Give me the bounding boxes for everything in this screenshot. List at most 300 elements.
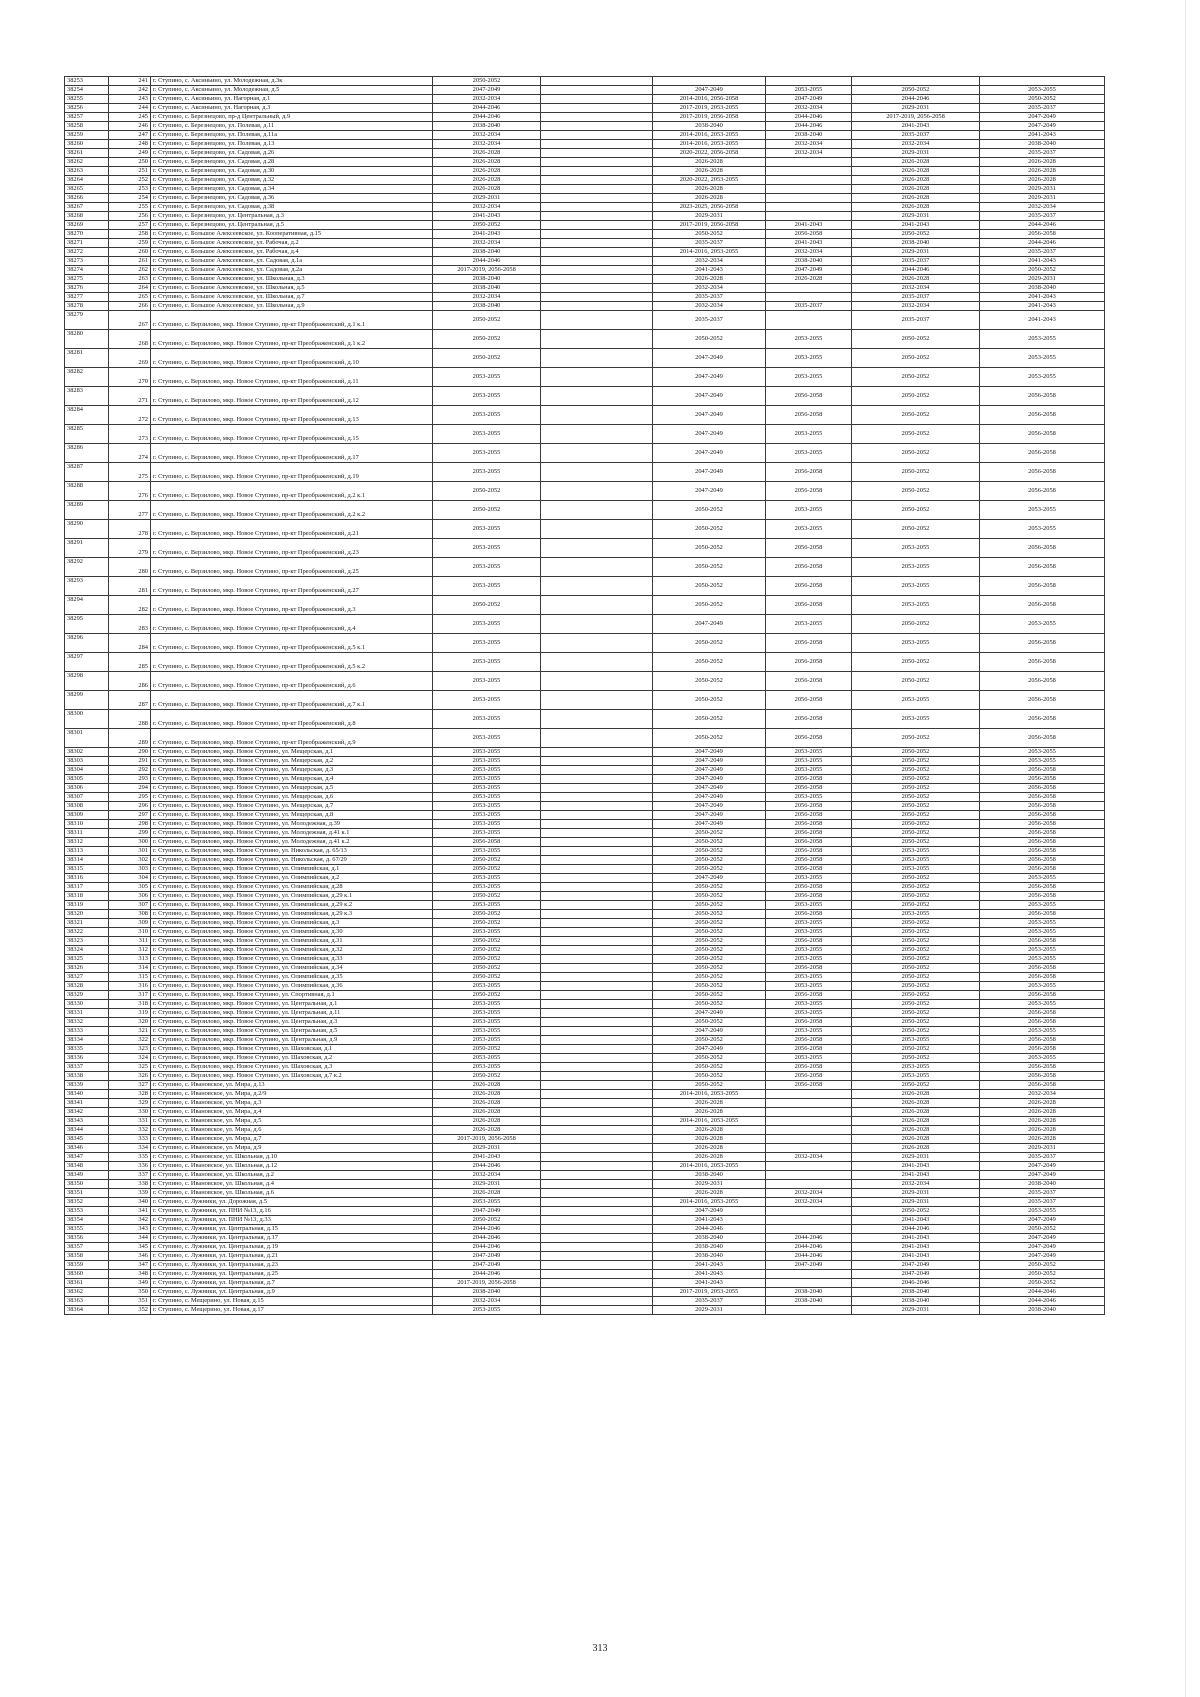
period-cell-6: 2044-2046 [980,239,1105,248]
period-cell-4: 2026-2028 [766,275,852,284]
period-cell-2 [541,1207,653,1216]
period-cell-3 [653,77,766,86]
row-id-cell: 38335 [65,1045,109,1054]
address-cell: г. Ступино, с. Верзилово, мкр. Новое Ступино, пр-кт Преображенский, д.3 [151,596,433,615]
row-id-cell: 38272 [65,248,109,257]
address-cell: г. Ступино, с. Большое Алексеевское, ул. Садовая, д.2а [151,266,433,275]
row-id-cell: 38351 [65,1189,109,1198]
period-cell-4: 2038-2040 [766,131,852,140]
period-cell-2 [541,349,653,368]
address-cell: г. Ступино, с. Лужники, ул. Центральная, д.17 [151,1234,433,1243]
row-number-cell: 276 [109,482,151,501]
period-cell-6: 2053-2055 [980,982,1105,991]
address-cell: г. Ступино, с. Большое Алексеевское, ул. Рабочая, д.2 [151,239,433,248]
row-number-cell: 352 [109,1306,151,1315]
table-row [65,865,1105,874]
period-cell-3: 2032-2034 [653,302,766,311]
row-number-cell: 289 [109,729,151,748]
period-cell-6: 2047-2049 [980,113,1105,122]
period-cell-5: 2050-2052 [852,1045,980,1054]
period-cell-2 [541,892,653,901]
period-cell-1: 2044-2046 [433,1243,541,1252]
period-cell-3: 2029-2031 [653,1180,766,1189]
period-cell-6: 2053-2055 [980,1027,1105,1036]
address-cell: г. Ступино, с. Верзилово, мкр. Новое Ступино, пр-кт Преображенский, д.12 [151,387,433,406]
period-cell-1: 2044-2046 [433,1270,541,1279]
period-cell-3: 2026-2028 [653,1189,766,1198]
address-cell: г. Ступино, с. Верзилово, мкр. Новое Ступино, ул. Олимпийская, д.34 [151,964,433,973]
period-cell-2 [541,122,653,131]
address-cell: г. Ступино, с. Лужники, ул. ПНИ №13, д.16 [151,1207,433,1216]
row-id-cell: 38316 [65,874,109,883]
period-cell-5: 2050-2052 [852,672,980,691]
period-cell-1: 2053-2055 [433,558,541,577]
row-id-cell: 38298 [65,672,109,691]
period-cell-5: 2050-2052 [852,991,980,1000]
period-cell-2 [541,131,653,140]
period-cell-5: 2050-2052 [852,964,980,973]
address-cell: г. Ступино, с. Верзилово, мкр. Новое Ступино, пр-кт Преображенский, д.25 [151,558,433,577]
period-cell-5: 2050-2052 [852,406,980,425]
period-cell-6: 2056-2058 [980,539,1105,558]
row-number-cell: 327 [109,1081,151,1090]
row-id-cell: 38273 [65,257,109,266]
row-id-cell: 38362 [65,1288,109,1297]
period-cell-3: 2047-2049 [653,775,766,784]
period-cell-1: 2050-2052 [433,1045,541,1054]
row-number-cell: 286 [109,672,151,691]
row-number-cell: 307 [109,901,151,910]
row-number-cell: 305 [109,883,151,892]
period-cell-4 [766,1108,852,1117]
period-cell-4 [766,212,852,221]
period-cell-5: 2035-2037 [852,293,980,302]
period-cell-2 [541,691,653,710]
address-cell: г. Ступино, с. Верзилово, мкр. Новое Ступино, ул. Мещерская, д.2 [151,757,433,766]
period-cell-4: 2053-2055 [766,501,852,520]
period-cell-3: 2050-2052 [653,865,766,874]
period-cell-4: 2032-2034 [766,1153,852,1162]
table-row [65,1144,1105,1153]
table-row [65,1225,1105,1234]
period-cell-3: 2020-2022, 2053-2055 [653,176,766,185]
period-cell-3: 2035-2037 [653,293,766,302]
address-cell: г. Ступино, с. Лужники, ул. Центральная, д.7 [151,1279,433,1288]
row-number-cell: 322 [109,1036,151,1045]
table-row [65,444,1105,463]
period-cell-4: 2056-2058 [766,482,852,501]
row-id-cell: 38334 [65,1036,109,1045]
period-cell-4: 2056-2058 [766,406,852,425]
period-cell-2 [541,501,653,520]
period-cell-1: 2032-2034 [433,140,541,149]
period-cell-3: 2050-2052 [653,982,766,991]
address-cell: г. Ступино, с. Ивановское, ул. Мира, д.7 [151,1135,433,1144]
period-cell-4: 2032-2034 [766,104,852,113]
row-number-cell: 252 [109,176,151,185]
period-cell-1: 2041-2043 [433,230,541,239]
row-id-cell: 38352 [65,1198,109,1207]
period-cell-6: 2026-2028 [980,1126,1105,1135]
table-row [65,1297,1105,1306]
period-cell-3: 2041-2043 [653,1216,766,1225]
period-cell-3: 2050-2052 [653,838,766,847]
period-cell-1: 2044-2046 [433,1162,541,1171]
period-cell-1: 2053-2055 [433,802,541,811]
period-cell-2 [541,1216,653,1225]
row-id-cell: 38312 [65,838,109,847]
address-cell: г. Ступино, с. Аксиньино, ул. Нагорная, д.3 [151,104,433,113]
address-cell: г. Ступино, с. Березнецово, ул. Полевая, д.13 [151,140,433,149]
row-number-cell: 326 [109,1072,151,1081]
period-cell-2 [541,901,653,910]
period-cell-4: 2056-2058 [766,1063,852,1072]
table-row [65,982,1105,991]
period-cell-1: 2053-2055 [433,691,541,710]
period-cell-6: 2056-2058 [980,1081,1105,1090]
period-cell-3: 2050-2052 [653,558,766,577]
period-cell-2 [541,1045,653,1054]
address-cell: г. Ступино, с. Березнецово, ул. Садовая, д.38 [151,203,433,212]
row-number-cell: 264 [109,284,151,293]
period-cell-2 [541,634,653,653]
period-cell-5: 2041-2043 [852,1171,980,1180]
table-row [65,991,1105,1000]
address-cell: г. Ступино, с. Верзилово, мкр. Новое Ступино, ул. Олимпийская, д.28 [151,883,433,892]
period-cell-6: 2056-2058 [980,710,1105,729]
period-cell-3: 2020-2022, 2056-2058 [653,149,766,158]
period-cell-6: 2056-2058 [980,811,1105,820]
period-cell-2 [541,928,653,937]
period-cell-6: 2056-2058 [980,444,1105,463]
address-cell: г. Ступино, с. Верзилово, мкр. Новое Ступино, ул. Мещерская, д.5 [151,784,433,793]
row-number-cell: 351 [109,1297,151,1306]
row-number-cell: 333 [109,1135,151,1144]
period-cell-6: 2056-2058 [980,766,1105,775]
row-number-cell: 321 [109,1027,151,1036]
period-cell-1: 2038-2040 [433,122,541,131]
row-id-cell: 38288 [65,482,109,501]
period-cell-4 [766,1279,852,1288]
row-number-cell: 265 [109,293,151,302]
period-cell-2 [541,113,653,122]
period-cell-4: 2044-2046 [766,1243,852,1252]
address-cell: г. Ступино, с. Большое Алексеевское, ул. Школьная, д.9 [151,302,433,311]
period-cell-1: 2050-2052 [433,856,541,865]
period-cell-1: 2053-2055 [433,1063,541,1072]
period-cell-6: 2056-2058 [980,802,1105,811]
period-cell-1: 2053-2055 [433,775,541,784]
period-cell-6: 2038-2040 [980,284,1105,293]
table-row [65,387,1105,406]
row-number-cell: 346 [109,1252,151,1261]
period-cell-1: 2044-2046 [433,1225,541,1234]
row-number-cell: 337 [109,1171,151,1180]
row-id-cell: 38328 [65,982,109,991]
period-cell-2 [541,964,653,973]
period-cell-1: 2050-2052 [433,973,541,982]
period-cell-6: 2053-2055 [980,368,1105,387]
period-cell-6: 2056-2058 [980,1009,1105,1018]
period-cell-6: 2053-2055 [980,919,1105,928]
period-cell-2 [541,1126,653,1135]
period-cell-6: 2053-2055 [980,928,1105,937]
row-number-cell: 299 [109,829,151,838]
period-cell-4: 2047-2049 [766,266,852,275]
period-cell-6: 2056-2058 [980,653,1105,672]
address-cell: г. Ступино, с. Верзилово, мкр. Новое Ступино, ул. Шаховская, д.7 к.2 [151,1072,433,1081]
table-row [65,775,1105,784]
period-cell-3: 2017-2019, 2056-2058 [653,113,766,122]
table-row [65,194,1105,203]
period-cell-2 [541,1279,653,1288]
period-cell-4: 2032-2034 [766,1189,852,1198]
period-cell-6: 2053-2055 [980,86,1105,95]
period-cell-5: 2050-2052 [852,766,980,775]
period-cell-3: 2050-2052 [653,634,766,653]
period-cell-5: 2050-2052 [852,748,980,757]
period-cell-6: 2047-2049 [980,122,1105,131]
period-cell-5: 2050-2052 [852,86,980,95]
table-row [65,176,1105,185]
address-cell: г. Ступино, с. Лужники, ул. Центральная, д.15 [151,1225,433,1234]
period-cell-3: 2050-2052 [653,973,766,982]
period-cell-2 [541,425,653,444]
table-row [65,122,1105,131]
period-cell-5: 2050-2052 [852,937,980,946]
row-id-cell: 38296 [65,634,109,653]
table-row [65,729,1105,748]
row-number-cell: 259 [109,239,151,248]
period-cell-4: 2056-2058 [766,883,852,892]
table-row [65,230,1105,239]
period-cell-4: 2056-2058 [766,691,852,710]
period-cell-1: 2029-2031 [433,1180,541,1189]
period-cell-3: 2050-2052 [653,596,766,615]
period-cell-2 [541,1072,653,1081]
row-id-cell: 38333 [65,1027,109,1036]
row-id-cell: 38255 [65,95,109,104]
period-cell-5: 2050-2052 [852,1009,980,1018]
period-cell-1: 2032-2034 [433,1297,541,1306]
row-number-cell: 294 [109,784,151,793]
row-number-cell: 349 [109,1279,151,1288]
period-cell-5: 2050-2052 [852,729,980,748]
period-cell-3: 2047-2049 [653,793,766,802]
address-cell: г. Ступино, с. Верзилово, мкр. Новое Ступино, ул. Олимпийская, д.29 к.2 [151,901,433,910]
period-cell-6: 2053-2055 [980,748,1105,757]
period-cell-4: 2044-2046 [766,1234,852,1243]
address-cell: г. Ступино, с. Лужники, ул. Центральная, д.23 [151,1261,433,1270]
period-cell-5: 2050-2052 [852,1018,980,1027]
period-cell-5: 2038-2040 [852,1288,980,1297]
period-cell-6: 2026-2028 [980,176,1105,185]
row-number-cell: 249 [109,149,151,158]
period-cell-1: 2026-2028 [433,149,541,158]
table-row [65,1234,1105,1243]
row-number-cell: 332 [109,1126,151,1135]
table-row [65,793,1105,802]
period-cell-1: 2050-2052 [433,964,541,973]
row-id-cell: 38308 [65,802,109,811]
period-cell-1: 2032-2034 [433,131,541,140]
row-id-cell: 38276 [65,284,109,293]
address-cell: г. Ступино, с. Большое Алексеевское, ул. Школьная, д.3 [151,275,433,284]
period-cell-4: 2053-2055 [766,330,852,349]
period-cell-1: 2053-2055 [433,1027,541,1036]
period-cell-1: 2053-2055 [433,444,541,463]
row-id-cell: 38327 [65,973,109,982]
register-table [64,76,1105,1315]
period-cell-5: 2050-2052 [852,802,980,811]
period-cell-2 [541,1027,653,1036]
period-cell-5: 2050-2052 [852,820,980,829]
row-id-cell: 38261 [65,149,109,158]
row-number-cell: 271 [109,387,151,406]
period-cell-3: 2050-2052 [653,230,766,239]
period-cell-2 [541,230,653,239]
period-cell-6: 2056-2058 [980,1045,1105,1054]
period-cell-6: 2050-2052 [980,95,1105,104]
period-cell-2 [541,1153,653,1162]
row-id-cell: 38346 [65,1144,109,1153]
row-number-cell: 292 [109,766,151,775]
period-cell-3: 2014-2016, 2053-2055 [653,131,766,140]
period-cell-6: 2056-2058 [980,729,1105,748]
row-id-cell: 38358 [65,1252,109,1261]
table-row [65,266,1105,275]
period-cell-6: 2041-2043 [980,131,1105,140]
period-cell-6: 2029-2031 [980,194,1105,203]
address-cell: г. Ступино, с. Верзилово, мкр. Новое Ступино, ул. Молодежная, д.41 к.2 [151,838,433,847]
period-cell-2 [541,482,653,501]
period-cell-6: 2035-2037 [980,149,1105,158]
row-number-cell: 342 [109,1216,151,1225]
period-cell-3: 2026-2028 [653,1144,766,1153]
row-number-cell: 288 [109,710,151,729]
period-cell-2 [541,158,653,167]
address-cell: г. Ступино, с. Большое Алексеевское, ул. Рабочая, д.4 [151,248,433,257]
address-cell: г. Ступино, с. Верзилово, мкр. Новое Ступино, ул. Мещерская, д.7 [151,802,433,811]
row-id-cell: 38311 [65,829,109,838]
row-id-cell: 38345 [65,1135,109,1144]
table-row [65,558,1105,577]
period-cell-4: 2056-2058 [766,784,852,793]
period-cell-5: 2053-2055 [852,596,980,615]
table-row [65,501,1105,520]
row-id-cell: 38314 [65,856,109,865]
period-cell-4 [766,311,852,330]
period-cell-3: 2047-2049 [653,784,766,793]
row-number-cell: 291 [109,757,151,766]
table-row [65,284,1105,293]
period-cell-4: 2056-2058 [766,710,852,729]
row-id-cell: 38364 [65,1306,109,1315]
period-cell-5: 2050-2052 [852,793,980,802]
table-row [65,577,1105,596]
row-number-cell: 312 [109,946,151,955]
row-number-cell: 336 [109,1162,151,1171]
address-cell: г. Ступино, с. Верзилово, мкр. Новое Ступино, ул. Мещерская, д.3 [151,766,433,775]
period-cell-4: 2053-2055 [766,982,852,991]
address-cell: г. Ступино, с. Лужники, ул. Центральная, д.19 [151,1243,433,1252]
period-cell-6: 2056-2058 [980,230,1105,239]
table-row [65,1216,1105,1225]
period-cell-5: 2053-2055 [852,558,980,577]
period-cell-6: 2029-2031 [980,1144,1105,1153]
row-id-cell: 38274 [65,266,109,275]
address-cell: г. Ступино, с. Верзилово, мкр. Новое Ступино, ул. Мещерская, д.4 [151,775,433,784]
row-number-cell: 345 [109,1243,151,1252]
row-number-cell: 255 [109,203,151,212]
scan-edge-line [1185,0,1186,1697]
period-cell-1: 2032-2034 [433,239,541,248]
period-cell-1: 2038-2040 [433,302,541,311]
period-cell-4: 2056-2058 [766,1072,852,1081]
period-cell-4: 2056-2058 [766,847,852,856]
row-id-cell: 38306 [65,784,109,793]
period-cell-2 [541,406,653,425]
period-cell-3: 2050-2052 [653,892,766,901]
address-cell: г. Ступино, с. Лужники, ул. Дорожная, д.5 [151,1198,433,1207]
row-number-cell: 317 [109,991,151,1000]
period-cell-1: 2053-2055 [433,1198,541,1207]
row-id-cell: 38325 [65,955,109,964]
period-cell-3: 2050-2052 [653,520,766,539]
address-cell: г. Ступино, с. Верзилово, мкр. Новое Ступино, ул. Мещерская, д.1 [151,748,433,757]
period-cell-4: 2053-2055 [766,973,852,982]
period-cell-1: 2047-2049 [433,86,541,95]
period-cell-5: 2035-2037 [852,311,980,330]
period-cell-2 [541,1225,653,1234]
period-cell-1: 2050-2052 [433,1216,541,1225]
period-cell-2 [541,1018,653,1027]
row-id-cell: 38264 [65,176,109,185]
period-cell-3: 2035-2037 [653,239,766,248]
period-cell-6: 2053-2055 [980,946,1105,955]
row-id-cell: 38303 [65,757,109,766]
period-cell-1: 2026-2028 [433,158,541,167]
row-number-cell: 328 [109,1090,151,1099]
period-cell-2 [541,973,653,982]
period-cell-6: 2041-2043 [980,302,1105,311]
row-id-cell: 38342 [65,1108,109,1117]
address-cell: г. Ступино, с. Верзилово, мкр. Новое Ступино, пр-кт Преображенский, д.5 к.2 [151,653,433,672]
table-row [65,1045,1105,1054]
period-cell-1: 2050-2052 [433,501,541,520]
period-cell-1: 2053-2055 [433,539,541,558]
period-cell-3: 2038-2040 [653,1243,766,1252]
period-cell-2 [541,672,653,691]
row-number-cell: 282 [109,596,151,615]
table-row [65,149,1105,158]
period-cell-1: 2053-2055 [433,829,541,838]
row-number-cell: 284 [109,634,151,653]
period-cell-1: 2053-2055 [433,748,541,757]
table-row [65,946,1105,955]
period-cell-6: 2056-2058 [980,577,1105,596]
period-cell-5: 2050-2052 [852,919,980,928]
period-cell-3: 2038-2040 [653,1171,766,1180]
row-id-cell: 38257 [65,113,109,122]
row-number-cell: 242 [109,86,151,95]
row-id-cell: 38256 [65,104,109,113]
period-cell-2 [541,1234,653,1243]
period-cell-4: 2053-2055 [766,615,852,634]
row-id-cell: 38355 [65,1225,109,1234]
period-cell-2 [541,1297,653,1306]
period-cell-3: 2023-2025, 2056-2058 [653,203,766,212]
